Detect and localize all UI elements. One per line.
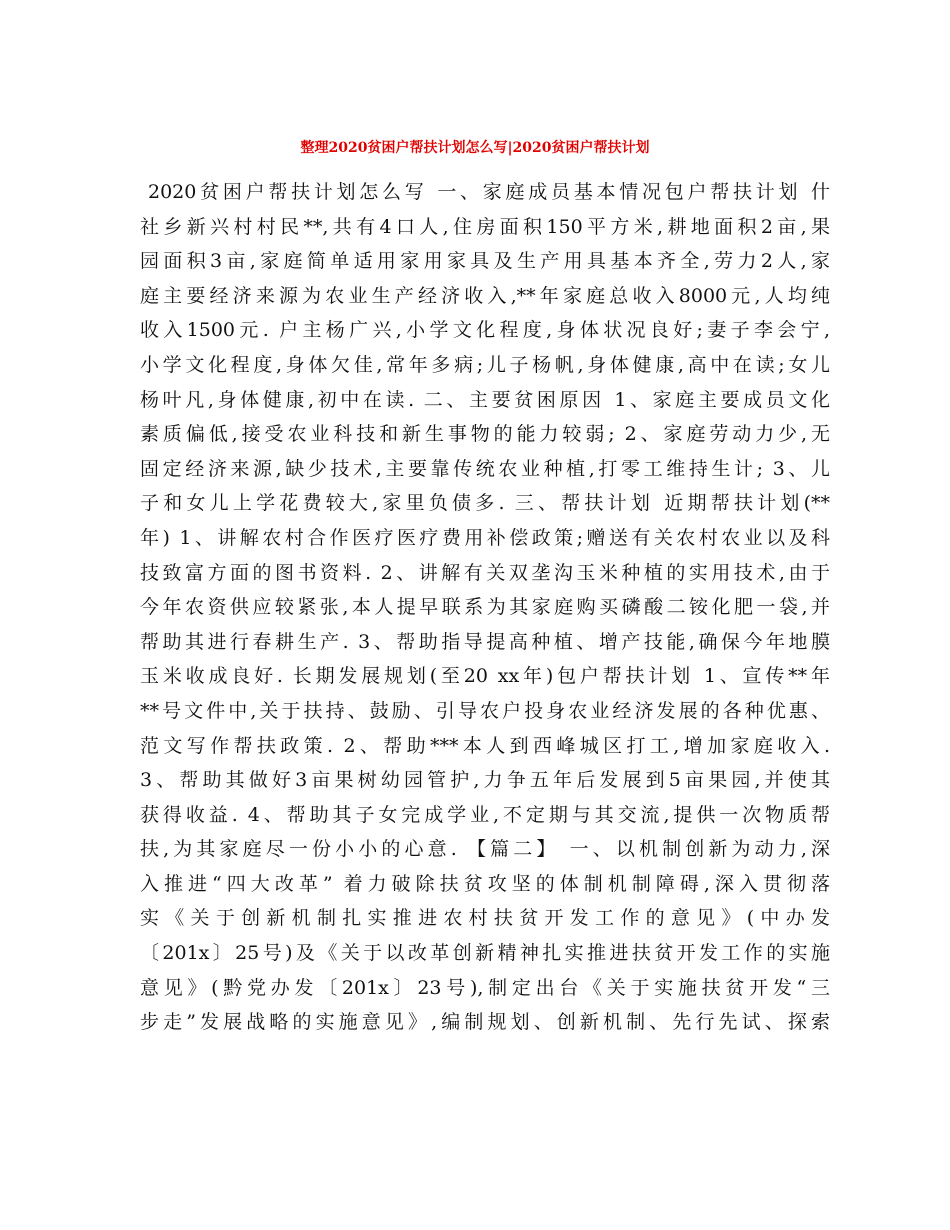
text-line: 2020贫困户帮扶计划怎么写 一、家庭成员基本情况包户帮扶计划 什 bbox=[148, 181, 830, 203]
text-line: 帮助其进行春耕生产. 3、帮助指导提高种植、增产技能,确保今年地膜 bbox=[140, 630, 830, 653]
text-line: 小学文化程度,身体欠佳,常年多病;儿子杨帆,身体健康,高中在读;女儿 bbox=[140, 353, 830, 376]
text-line: 固定经济来源,缺少技术,主要靠传统农业种植,打零工维持生计; 3、儿 bbox=[140, 457, 830, 480]
text-line: 入推进“四大改革” 着力破除扶贫攻坚的体制机制障碍,深入贯彻落 bbox=[140, 872, 830, 895]
text-line: 玉米收成良好. 长期发展规划(至20 xx年)包户帮扶计划 1、宣传**年 bbox=[140, 665, 830, 688]
text-line: 今年农资供应较紧张,本人提早联系为其家庭购买磷酸二铵化肥一袋,并 bbox=[140, 596, 830, 619]
text-line: 步走”发展战略的实施意见》,编制规划、创新机制、先行先试、探索 bbox=[140, 1011, 830, 1034]
text-line: 子和女儿上学花费较大,家里负债多. 三、帮扶计划 近期帮扶计划(** bbox=[140, 492, 830, 515]
text-line: **号文件中,关于扶持、鼓励、引导农户投身农业经济发展的各种优惠、 bbox=[140, 699, 830, 722]
text-line: 社乡新兴村村民**,共有4口人,住房面积150平方米,耕地面积2亩,果 bbox=[140, 215, 830, 238]
text-line: 扶,为其家庭尽一份小小的心意. 【篇二】 一、以机制创新为动力,深 bbox=[140, 838, 830, 861]
text-line: 收入1500元. 户主杨广兴,小学文化程度,身体状况良好;妻子李会宁, bbox=[140, 319, 830, 342]
text-line: 园面积3亩,家庭简单适用家用家具及生产用具基本齐全,劳力2人,家 bbox=[140, 250, 830, 273]
text-line: 范文写作帮扶政策. 2、帮助***本人到西峰城区打工,增加家庭收入. bbox=[140, 734, 830, 757]
text-line: 〔201x〕25号)及《关于以改革创新精神扎实推进扶贫开发工作的实施 bbox=[140, 942, 830, 965]
document-body bbox=[140, 175, 830, 1040]
text-line: 技致富方面的图书资料. 2、讲解有关双垄沟玉米种植的实用技术,由于 bbox=[140, 561, 830, 584]
text-line: 年) 1、讲解农村合作医疗医疗费用补偿政策;赠送有关农村农业以及科 bbox=[140, 526, 830, 549]
text-line: 实《关于创新机制扎实推进农村扶贫开发工作的意见》(中办发 bbox=[140, 907, 830, 930]
text-line: 素质偏低,接受农业科技和新生事物的能力较弱; 2、家庭劳动力少,无 bbox=[140, 423, 830, 446]
text-line: 杨叶凡,身体健康,初中在读. 二、主要贫困原因 1、家庭主要成员文化 bbox=[140, 388, 830, 411]
text-line: 3、帮助其做好3亩果树幼园管护,力争五年后发展到5亩果园,并使其 bbox=[140, 769, 830, 792]
text-line: 意见》(黔党办发〔201x〕23号),制定出台《关于实施扶贫开发“三 bbox=[140, 976, 830, 999]
text-line: 获得收益. 4、帮助其子女完成学业,不定期与其交流,提供一次物质帮 bbox=[140, 803, 830, 826]
document-title: 整理2020贫困户帮扶计划怎么写|2020贫困户帮扶计划 bbox=[300, 140, 650, 156]
text-line: 庭主要经济来源为农业生产经济收入,**年家庭总收入8000元,人均纯 bbox=[140, 284, 830, 307]
